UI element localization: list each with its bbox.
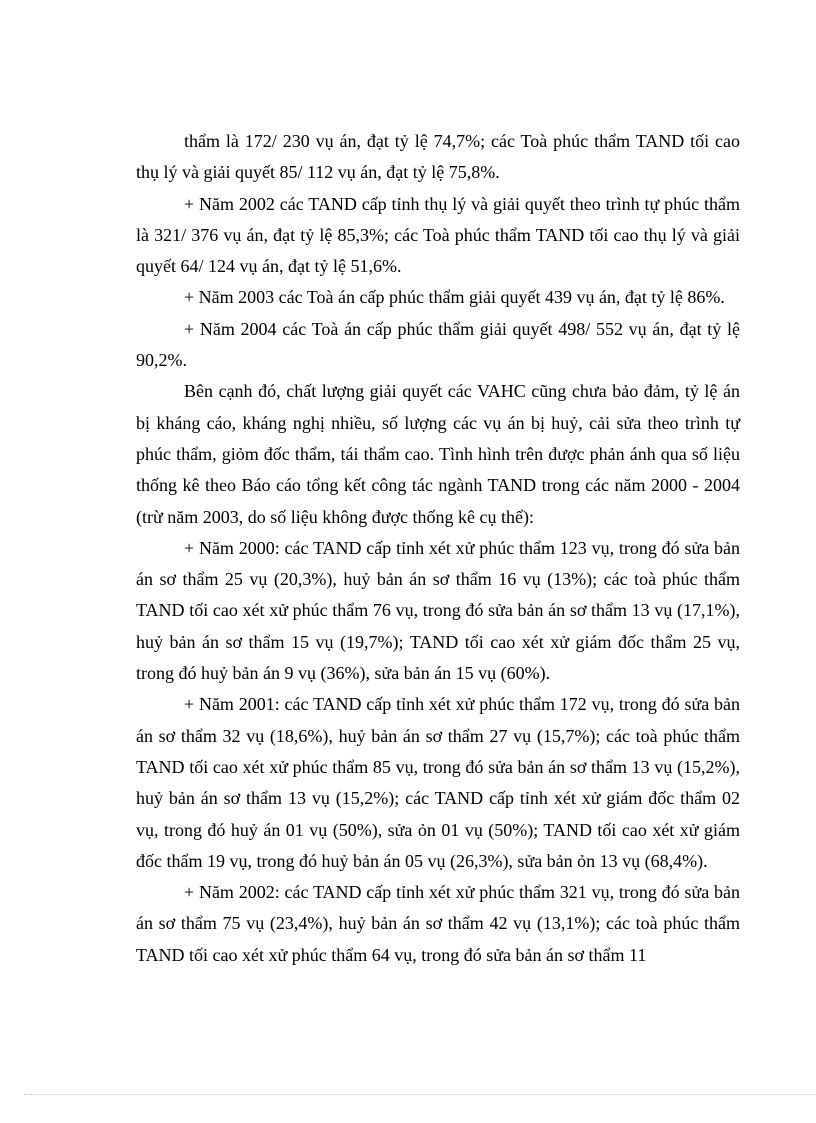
paragraph-continued: thẩm là 172/ 230 vụ án, đạt tỷ lệ 74,7%; các Toà phúc thẩm TAND tối cao thụ lý và giải quyết 85/ 112 vụ án, đạt tỷ lệ 75,8%.	[136, 131, 740, 183]
page-bottom-divider	[24, 1094, 816, 1095]
paragraph-year-2000-stats: + Năm 2000: các TAND cấp tỉnh xét xử phúc thẩm 123 vụ, trong đó sửa bản án sơ thẩm 25 vụ (20,3%), huỷ bản án sơ thẩm 16 vụ (13%); các toà phúc thẩm TAND tối cao xét xử phúc thẩm 76 vụ, trong đó sửa bản án sơ thẩm 13 vụ (17,1%), huỷ bản án sơ thẩm 15 vụ (19,7%); TAND tối cao xét xử giám đốc thẩm 25 vụ, trong đó huỷ bản án 9 vụ (36%), sửa bản án 15 vụ (60%).	[136, 537, 740, 684]
paragraph-year-2003-appeal: + Năm 2003 các Toà án cấp phúc thẩm giải quyết 439 vụ án, đạt tỷ lệ 86%.	[184, 287, 725, 308]
paragraph-quality-summary: Bên cạnh đó, chất lượng giải quyết các VAHC cũng chưa bảo đảm, tỷ lệ án bị kháng cáo, kháng nghị nhiều, số lượng các vụ án bị huỷ, cải sửa theo trình tự phúc thẩm, giỏm đốc thẩm, tái thẩm cao. Tình hình trên được phản ánh qua số liệu thống kê theo Báo cáo tổng kết công tác ngành TAND trong các năm 2000 - 2004 (trừ năm 2003, do số liệu không được thống kê cụ thể):	[136, 381, 740, 527]
paragraph-year-2001-stats: + Năm 2001: các TAND cấp tỉnh xét xử phúc thẩm 172 vụ, trong đó sửa bản án sơ thẩm 32 vụ (18,6%), huỷ bản án sơ thẩm 27 vụ (15,7%); các toà phúc thẩm TAND tối cao xét xử phúc thẩm 85 vụ, trong đó sửa bản án sơ thẩm 13 vụ (15,2%), huỷ bản án sơ thẩm 13 vụ (15,2%); các TAND cấp tỉnh xét xử giám đốc thẩm 02 vụ, trong đó huỷ án 01 vụ (50%), sửa ỏn 01 vụ (50%); TAND tối cao xét xử giám đốc thẩm 19 vụ, trong đó huỷ bản án 05 vụ (26,3%), sửa bản ỏn 13 vụ (68,4%).	[136, 694, 740, 871]
document-body	[136, 126, 740, 971]
paragraph-year-2002-appeal: + Năm 2002 các TAND cấp tỉnh thụ lý và giải quyết theo trình tự phúc thẩm là 321/ 376 vụ án, đạt tỷ lệ 85,3%; các Toà phúc thẩm TAND tối cao thụ lý và giải quyết 64/ 124 vụ án, đạt tỷ lệ 51,6%.	[136, 193, 740, 277]
paragraph-year-2002-stats: + Năm 2002: các TAND cấp tỉnh xét xử phúc thẩm 321 vụ, trong đó sửa bản án sơ thẩm 75 vụ (23,4%), huỷ bản án sơ thẩm 42 vụ (13,1%); các toà phúc thẩm TAND tối cao xét xử phúc thẩm 64 vụ, trong đó sửa bản án sơ thẩm 11	[136, 882, 740, 965]
paragraph-year-2004-appeal: + Năm 2004 các Toà án cấp phúc thẩm giải quyết 498/ 552 vụ án, đạt tỷ lệ 90,2%.	[136, 318, 740, 371]
